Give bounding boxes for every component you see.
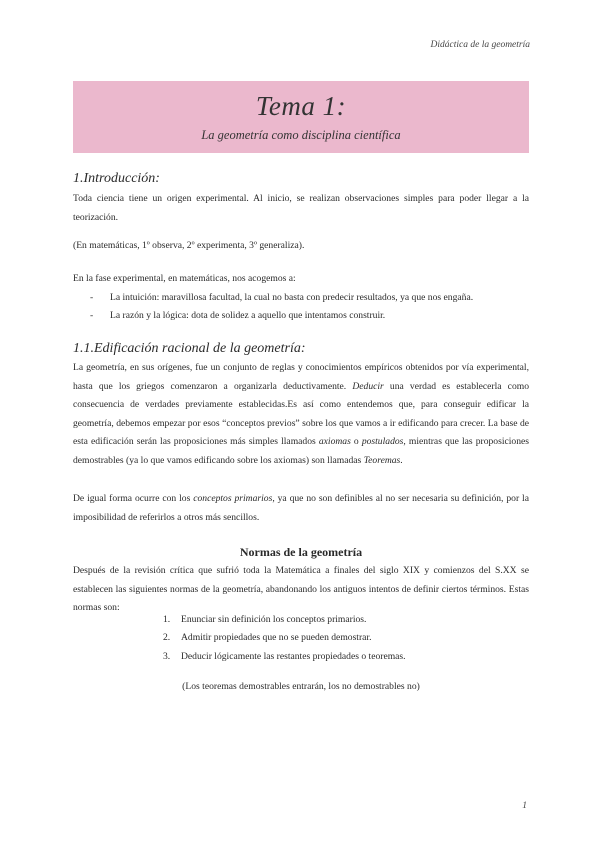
page-number: 1 — [522, 801, 527, 811]
term-teoremas: Teoremas — [363, 454, 401, 466]
norms-heading: Normas de la geometría — [239, 545, 363, 559]
text-run: , mientras que las proposiciones demostrables (ya lo que vamos edificando sobre los axiomas) son llamadas — [73, 436, 529, 466]
list-item — [163, 629, 523, 647]
edificacion-paragraph — [73, 359, 529, 470]
section-introduction — [73, 171, 529, 187]
term-deducir: Deducir — [352, 380, 384, 392]
intro-phase-paragraph: En la fase experimental, en matemáticas, nos acogemos a: — [73, 273, 296, 284]
term-conceptos-primarios: conceptos primarios — [193, 493, 273, 504]
conceptos-paragraph — [73, 490, 529, 527]
list-number: 2. — [163, 632, 171, 644]
list-item — [163, 611, 523, 629]
list-item — [163, 648, 523, 666]
term-postulados: postulados — [361, 436, 404, 447]
text-run: o — [353, 436, 359, 447]
section-edificacion — [73, 341, 529, 357]
text-run: De igual forma ocurre con los — [73, 493, 191, 504]
list-item-text: Enunciar sin definición los conceptos primarios. — [181, 614, 367, 625]
bullet-marker: - — [90, 292, 94, 303]
list-item-text: Admitir propiedades que no se pueden demostrar. — [181, 632, 372, 644]
norms-intro-paragraph: Después de la revisión crítica que sufrió toda la Matemática a finales del siglo XIX y comienzos del S.XX se establecen las siguientes normas de la geometría, abandonando los antiguos intentos de definir ciertos términos. Estas normas son: — [73, 565, 529, 613]
bullet-text: La razón y la lógica: dota de solidez a aquello que intentamos construir. — [110, 310, 386, 321]
list-item — [73, 289, 529, 307]
list-item-text: Deducir lógicamente las restantes propiedades o teoremas. — [181, 650, 406, 662]
text-run: . — [400, 454, 403, 466]
norms-note: (Los teoremas demostrables entrarán, los no demostrables no) — [182, 681, 420, 692]
text-run: , ya que no son definibles al no ser necesaria su definición, por la imposibilidad de referirlos a otros más sencillos. — [73, 493, 529, 523]
list-number: 1. — [163, 614, 171, 625]
list-number: 3. — [163, 650, 171, 662]
title-banner — [73, 81, 529, 153]
section-heading-edificacion: 1.1.Edificación racional de la geometría: — [73, 341, 306, 356]
bullet-marker: - — [90, 310, 94, 321]
page-subtitle: La geometría como disciplina científica — [201, 128, 401, 142]
norms-list — [163, 611, 523, 666]
page-title: Tema 1: — [255, 91, 347, 121]
intro-bullet-list — [73, 289, 529, 325]
text-run: La geometría, en sus orígenes, fue un conjunto de reglas y conocimientos empíricos obtenidos por vía experimental, hasta que los griegos comenzaron a organizarla deductivamente. — [73, 362, 529, 392]
bullet-text: La intuición: maravillosa facultad, la cual no basta con predecir resultados, ya que nos engaña. — [110, 292, 474, 303]
text-run: una verdad es establecerla como consecuencia de verdades previamente establecidas.Es así como entendemos que, para conseguir edificar la geometría, debemos empezar por esos “conceptos previos” sobre los que vamos a ir edificando para crecer. La base de esta edificación serán las proposiciones más simples llamados — [73, 380, 529, 447]
section-heading-introduction: 1.Introducción: — [73, 171, 160, 186]
intro-paragraph: Toda ciencia tiene un origen experimental. Al inicio, se realizan observaciones simples para poder llegar a la teorización. — [73, 193, 529, 223]
intro-note-paragraph: (En matemáticas, 1º observa, 2º experimenta, 3º generaliza). — [73, 240, 305, 251]
term-axiomas: axiomas — [318, 436, 351, 447]
list-item — [73, 307, 529, 325]
running-header: Didáctica de la geometría — [430, 40, 530, 50]
